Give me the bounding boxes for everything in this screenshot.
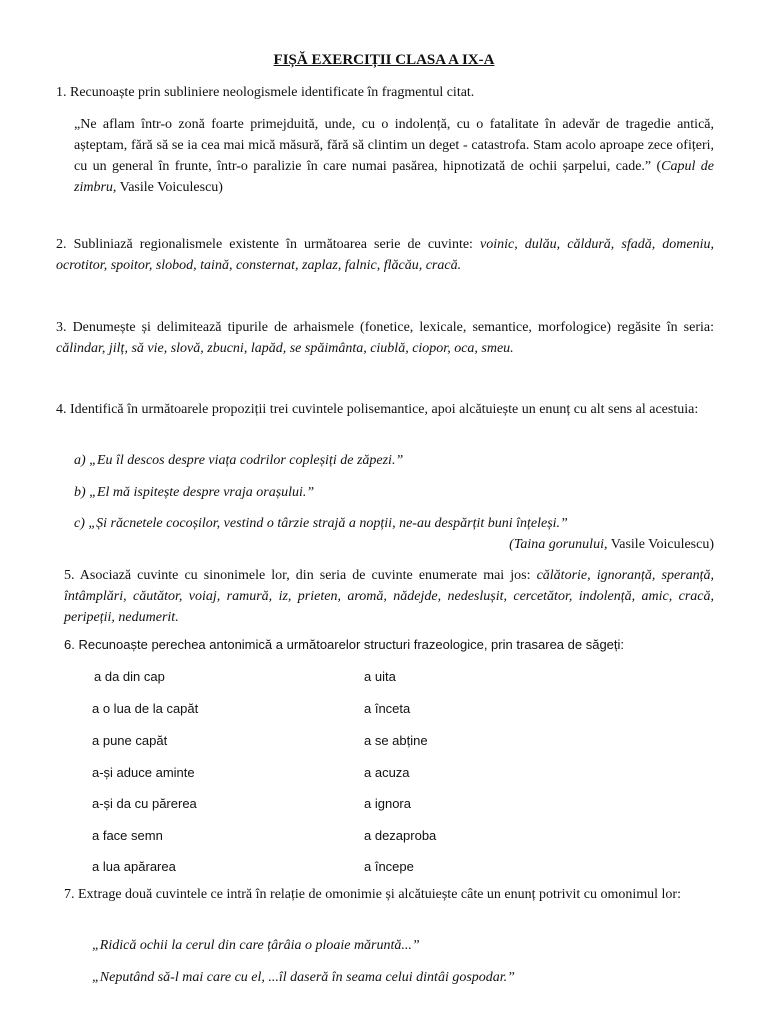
exercise-5-words: călătorie, ignoranță, speranță, întâmplări, căutător, voiaj, ramură, iz, prieten, aromă, nădejde, nedeslușit, cercetător, indolență, amic, cracă, peripeții, nedumerit. — [64, 568, 714, 625]
antonym-right-6: a dezaproba — [364, 828, 437, 843]
exercise-4-source-author: , Vasile Voiculescu) — [603, 537, 714, 552]
antonym-right-5: a ignora — [364, 796, 411, 811]
exercise-4-item-a: a) „Eu îl descos despre viața codrilor copleșiți de zăpezi.” — [74, 453, 404, 468]
exercise-3-words: călindar, jilț, să vie, slovă, zbucni, lapăd, se spăimânta, ciublă, ciopor, oca, smeu. — [56, 341, 514, 356]
exercise-7-prompt: 7. Extrage două cuvintele ce intră în relație de omonimie și alcătuiește câte un enunț potrivit cu omonimul lor: — [64, 887, 681, 902]
antonym-right-7: a începe — [364, 859, 414, 874]
exercise-1-source-author: , Vasile Voiculescu) — [112, 180, 223, 195]
antonym-right-3: a se abține — [364, 733, 428, 748]
idiom-left-2: a o lua de la capăt — [92, 701, 199, 716]
exercise-2 — [56, 234, 714, 276]
antonym-right-2: a înceta — [364, 701, 411, 716]
antonym-right-4: a acuza — [364, 765, 410, 780]
exercise-1-quote-text: „Ne aflam într-o zonă foarte primejduită, unde, cu o indolență, cu o fatalitate în adevăr de tragedie antică, așteptam, fără să se ia cea mai mică măsură, fără să clintim un deget - catastrofa. Stam acolo aproape zece ofițeri, cu un general în frunte, într-o paralizie în care numai pasărea, hipnotizată de ochii șarpelui, cade.” — [74, 117, 714, 174]
exercise-2-prompt: 2. Subliniază regionalismele existente în următoarea serie de cuvinte: — [56, 237, 481, 252]
exercise-3-prompt: 3. Denumește și delimitează tipurile de arhaismele (fonetice, lexicale, semantice, morfologice) regăsite în seria: — [56, 320, 714, 335]
exercise-4-source-title: (Taina gorunului — [509, 537, 604, 552]
exercise-7-quote-2: „Neputând să-l mai care cu el, ...îl daseră în seama celui dintâi gospodar.” — [92, 970, 515, 985]
exercise-2-words: voinic, dulău, căldură, sfadă, domeniu, ocrotitor, spoitor, slobod, taină, consternat, zaplaz, falnic, flăcău, cracă. — [56, 237, 715, 273]
idiom-left-1: a da din cap — [94, 669, 165, 684]
exercise-4-prompt: 4. Identifică în următoarele propoziții trei cuvintele polisemantice, apoi alcătuiește un enunț cu alt sens al acestuia: — [56, 402, 699, 417]
exercise-5-prompt: 5. Asociază cuvinte cu sinonimele lor, din seria de cuvinte enumerate mai jos: — [64, 568, 537, 583]
exercise-5 — [64, 565, 714, 628]
idiom-left-4: a-și aduce aminte — [92, 765, 195, 780]
idiom-left-5: a-și da cu părerea — [92, 796, 197, 811]
exercise-4-source — [509, 534, 714, 555]
antonym-right-1: a uita — [364, 669, 396, 684]
exercise-1-prompt: 1. Recunoaște prin subliniere neologismele identificate în fragmentul citat. — [56, 85, 475, 100]
exercise-3 — [56, 317, 714, 359]
exercise-4-item-b: b) „El mă ispitește despre vraja orașului.” — [74, 485, 315, 500]
exercise-7-quote-1: „Ridică ochii la cerul din care țârâia o ploaie măruntă...” — [92, 938, 420, 953]
exercise-6-prompt: 6. Recunoaște perechea antonimică a următoarelor structuri frazeologice, prin trasarea de săgeți: — [64, 637, 625, 652]
idiom-left-7: a lua apărarea — [92, 859, 176, 874]
idiom-left-3: a pune capăt — [92, 733, 168, 748]
page-title: FIȘĂ EXERCIȚII CLASA A IX-A — [273, 52, 495, 68]
exercise-1-source-title: Capul de zimbru — [74, 159, 714, 195]
exercise-1-quote: „Ne aflam într-o zonă foarte primejduită, unde, cu o indolență, cu o fatalitate în adevăr de tragedie antică, așteptam, fără să se ia cea mai mică măsură, fără să clintim un deget - catastrofa. Stam acolo aproape zece ofițeri, cu un general în frunte, într-o paralizie în care numai pasărea, hipnotizată de ochii șarpelui, cade.” (Capul de zimbru, Vasile Voiculescu) — [74, 117, 714, 195]
exercise-4-item-c: c) „Și răcnetele cocoșilor, vestind o târzie strajă a nopții, ne-au despărțit buni înțeleși.” — [74, 516, 568, 531]
idiom-left-6: a face semn — [92, 828, 163, 843]
